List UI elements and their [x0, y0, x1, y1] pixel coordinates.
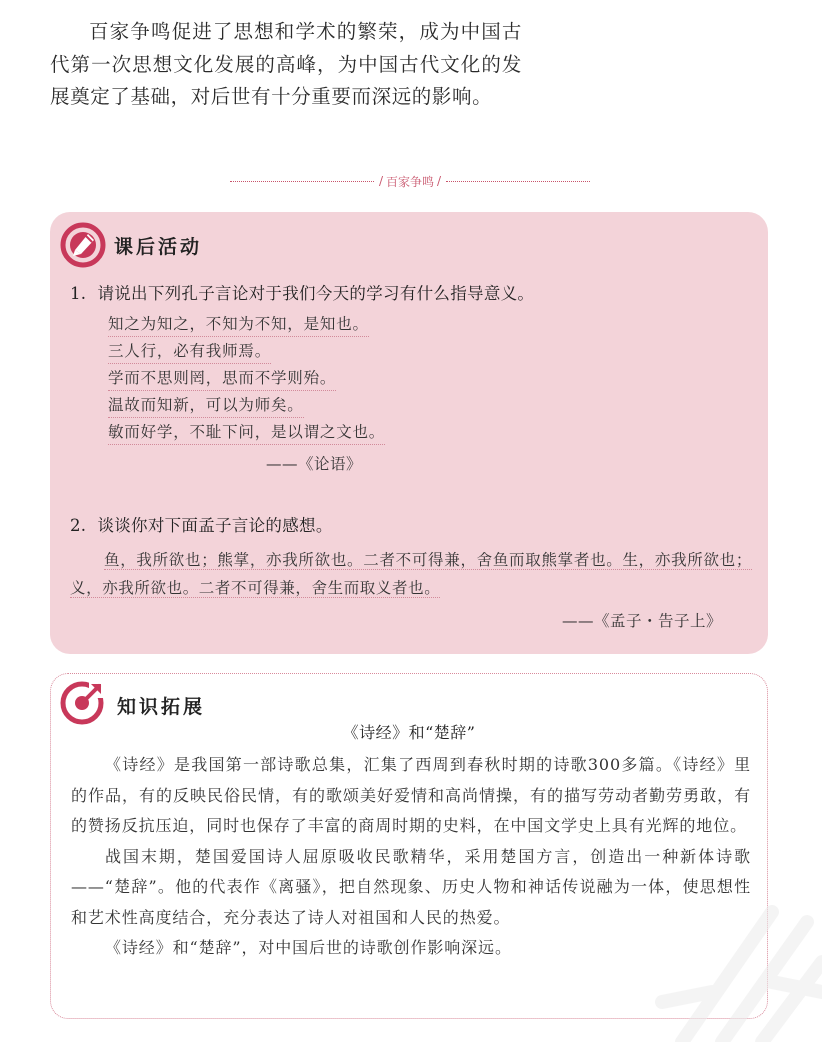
divider-label: 百家争鸣	[386, 174, 435, 189]
intro-paragraph: 百家争鸣促进了思想和学术的繁荣，成为中国古代第一次思想文化发展的高峰，为中国古代文化的发展奠定了基础，对后世有十分重要而深远的影响。	[50, 20, 522, 108]
question-1	[70, 280, 534, 304]
question-2	[70, 512, 333, 536]
extension-paragraph: 《诗经》是我国第一部诗歌总集，汇集了西周到春秋时期的诗歌300多篇。《诗经》里的作品，有的反映民俗民情，有的歌颂美好爱情和高尚情操，有的描写劳动者勤劳勇敢，有的赞扬反抗压迫，同时也保存了丰富的商周时期的史料，在中国文学史上具有光辉的地位。	[71, 755, 751, 835]
analects-source: ——《论语》	[266, 455, 363, 473]
question-1-number: 1.	[70, 284, 87, 303]
question-1-text: 请说出下列孔子言论对于我们今天的学习有什么指导意义。	[97, 284, 535, 303]
quote-line: 知之为知之，不知为不知，是知也。	[108, 312, 369, 337]
quote-line: 温故而知新，可以为师矣。	[108, 393, 304, 418]
extension-paragraph: 《诗经》和“楚辞”，对中国后世的诗歌创作影响深远。	[105, 938, 512, 957]
divider-dots-left	[230, 181, 374, 182]
question-2-text: 谈谈你对下面孟子言论的感想。	[97, 516, 333, 535]
extension-title: 知识拓展	[117, 696, 206, 718]
quote-line: 三人行，必有我师焉。	[108, 339, 271, 364]
mencius-source: ——《孟子・告子上》	[561, 612, 722, 630]
quote-line: 敏而好学，不耻下问，是以谓之文也。	[108, 420, 385, 445]
quote-line: 学而不思则罔，思而不学则殆。	[108, 366, 336, 391]
activity-panel	[50, 212, 768, 654]
watermark-graphic	[622, 842, 822, 1042]
confucius-quotes	[108, 312, 385, 447]
extension-subtitle: 《诗经》和“楚辞”	[342, 723, 476, 742]
pencil-circle-icon	[60, 222, 106, 268]
question-2-number: 2.	[70, 516, 87, 535]
section-divider: / 百家争鸣 /	[228, 172, 592, 190]
divider-dots-right	[446, 181, 590, 182]
extension-paragraph: 战国末期，楚国爱国诗人屈原吸收民歌精华，采用楚国方言，创造出一种新体诗歌——“楚辞”。他的代表作《离骚》，把自然现象、历史人物和神话传说融为一体，使思想性和艺术性高度结合，充分表达了诗人对祖国和人民的热爱。	[71, 846, 751, 927]
activity-title: 课后活动	[114, 236, 203, 258]
mencius-text: 鱼，我所欲也；熊掌，亦我所欲也。二者不可得兼，舍鱼而取熊掌者也。生，亦我所欲也；义，亦我所欲也。二者不可得兼，舍生而取义者也。	[70, 551, 752, 597]
mencius-quote	[70, 546, 752, 602]
